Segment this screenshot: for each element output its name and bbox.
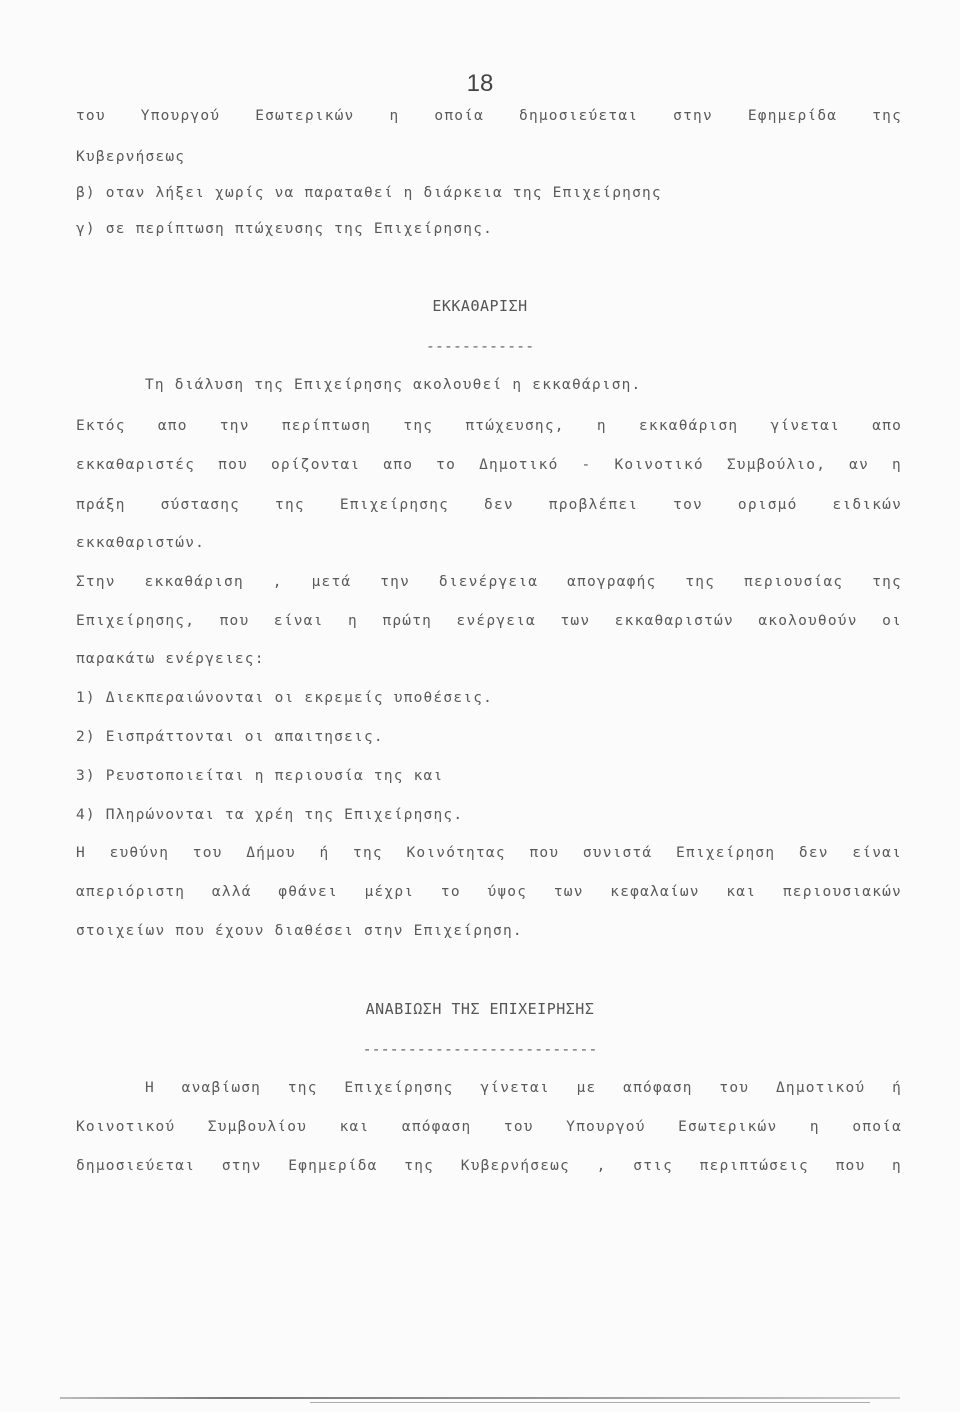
text-line: Εκτός απο την περίπτωση της πτώχευσης, η εκκαθάριση γίνεται απο xyxy=(76,418,902,434)
text-line: Κυβερνήσεως xyxy=(76,149,186,165)
list-item: 1) Διεκπεραιώνονται οι εκρεμείς υποθέσεις. xyxy=(76,690,494,706)
list-item: 2) Εισπράττονται οι απαιτησεις. xyxy=(76,729,384,745)
text-line: γ) σε περίπτωση πτώχευσης της Επιχείρησης. xyxy=(76,221,494,237)
text-line: Η αναβίωση της Επιχείρησης γίνεται με απόφαση του Δημοτικού ή xyxy=(145,1080,902,1096)
list-item: 4) Πληρώνονται τα χρέη της Επιχείρησης. xyxy=(76,807,464,823)
footer-rule xyxy=(60,1397,900,1399)
text-line: στοιχείων που έχουν διαθέσει στην Επιχείρηση. xyxy=(76,923,523,939)
page-number: 18 xyxy=(466,70,494,97)
text-line: Η ευθύνη του Δήμου ή της Κοινότητας που συνιστά Επιχείρηση δεν είναι xyxy=(76,845,902,861)
text-line: Τη διάλυση της Επιχείρησης ακολουθεί η εκκαθάριση. xyxy=(145,377,642,393)
text-line: εκκαθαριστών. xyxy=(76,535,206,551)
text-line: του Υπουργού Εσωτερικών η οποία δημοσιεύεται στην Εφημερίδα της xyxy=(76,108,902,124)
heading-underline: -------------------------- xyxy=(362,1040,598,1058)
heading-underline: ------------ xyxy=(425,337,535,355)
footer-rule xyxy=(310,1402,870,1403)
text-line: απεριόριστη αλλά φθάνει μέχρι το ύψος των κεφαλαίων και περιουσιακών xyxy=(76,884,902,900)
section-heading-revival: ΑΝΑΒΙΩΣΗ ΤΗΣ ΕΠΙΧΕΙΡΗΣΗΣ xyxy=(365,1000,595,1018)
text-line: δημοσιεύεται στην Εφημερίδα της Κυβερνήσεως , στις περιπτώσεις που η xyxy=(76,1158,902,1174)
text-line: εκκαθαριστές που ορίζονται απο το Δημοτικό - Κοινοτικό Συμβούλιο, αν η xyxy=(76,457,902,473)
text-line: πράξη σύστασης της Επιχείρησης δεν προβλέπει τον ορισμό ειδικών xyxy=(76,497,902,513)
list-item: 3) Ρευστοποιείται η περιουσία της και xyxy=(76,768,444,784)
text-line: παρακάτω ενέργειες: xyxy=(76,651,265,667)
text-line: Επιχείρησης, που είναι η πρώτη ενέργεια των εκκαθαριστών ακολουθούν οι xyxy=(76,613,902,629)
section-heading-liquidation: ΕΚΚΑΘΑΡΙΣΗ xyxy=(432,297,528,315)
text-line: Κοινοτικού Συμβουλίου και απόφαση του Υπουργού Εσωτερικών η οποία xyxy=(76,1119,902,1135)
text-line: β) οταν λήξει χωρίς να παραταθεί η διάρκεια της Επιχείρησης xyxy=(76,185,662,201)
text-line: Στην εκκαθάριση , μετά την διενέργεια απογραφής της περιουσίας της xyxy=(76,574,902,590)
